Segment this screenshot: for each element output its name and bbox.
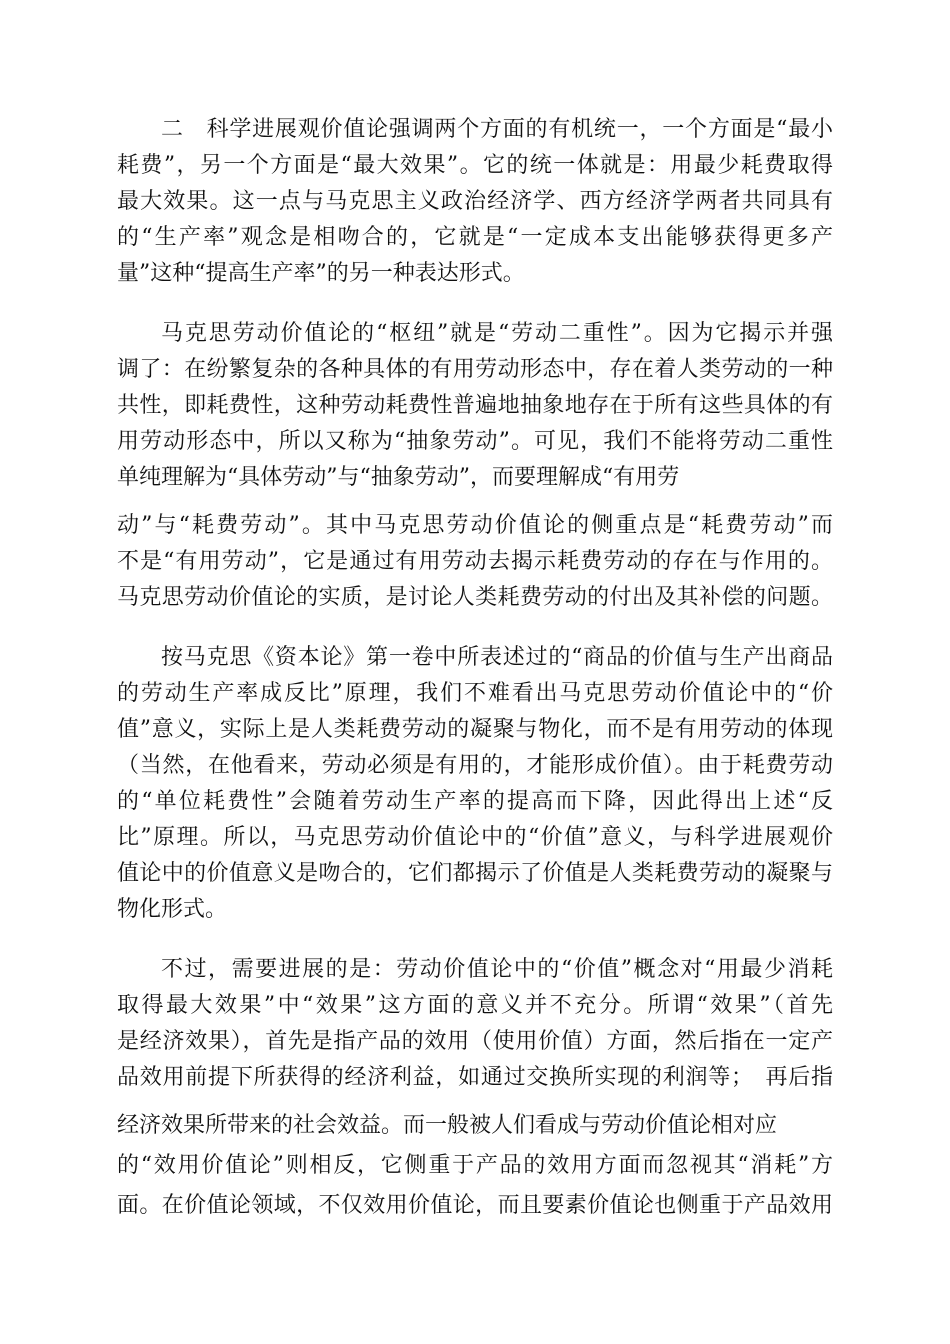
- paragraph-2-line-8: 马克思劳动价值论的实质，是讨论人类耗费劳动的付出及其补偿的问题。: [117, 585, 833, 610]
- paragraph-2-line-1: 马克思劳动价值论的“枢纽”就是“劳动二重性”。因为它揭示并强: [161, 321, 833, 346]
- paragraph-1-line-3: 最大效果。这一点与马克思主义政治经济学、西方经济学两者共同具有: [117, 189, 833, 214]
- paragraph-4-line-6: 的“效用价值论”则相反，它侧重于产品的效用方面而忽视其“消耗”方: [117, 1153, 833, 1178]
- paragraph-3-line-5: 的“单位耗费性”会随着劳动生产率的提高而下降，因此得出上述“反: [117, 789, 833, 814]
- paragraph-2-line-5: 单纯理解为“具体劳动”与“抽象劳动”，而要理解成“有用劳: [117, 465, 680, 490]
- paragraph-2-line-6: 动”与“耗费劳动”。其中马克思劳动价值论的侧重点是“耗费劳动”而: [117, 513, 833, 538]
- paragraph-4-line-4: 品效用前提下所获得的经济利益，如通过交换所实现的利润等； 再后指: [117, 1065, 833, 1090]
- paragraph-3-line-1: 按马克思《资本论》第一卷中所表述过的“商品的价值与生产出商品: [161, 645, 833, 670]
- paragraph-4-line-1: 不过，需要进展的是：劳动价值论中的“价值”概念对“用最少消耗: [161, 957, 833, 982]
- paragraph-3-line-4: （当然，在他看来，劳动必须是有用的，才能形成价值）。由于耗费劳动: [117, 753, 833, 778]
- paragraph-3-line-7: 值论中的价值意义是吻合的，它们都揭示了价值是人类耗费劳动的凝聚与: [117, 861, 833, 886]
- paragraph-4-line-5: 经济效果所带来的社会效益。而一般被人们看成与劳动价值论相对应: [117, 1113, 778, 1138]
- paragraph-1-line-1: 二 科学进展观价值论强调两个方面的有机统一，一个方面是“最小: [161, 117, 833, 142]
- paragraph-4-line-7: 面。在价值论领域，不仅效用价值论，而且要素价值论也侧重于产品效用: [117, 1193, 833, 1218]
- paragraph-1-line-2: 耗费”，另一个方面是“最大效果”。它的统一体就是：用最少耗费取得: [117, 153, 833, 178]
- paragraph-2-line-4: 用劳动形态中，所以又称为“抽象劳动”。可见，我们不能将劳动二重性: [117, 429, 833, 454]
- paragraph-4-line-2: 取得最大效果”中“效果”这方面的意义并不充分。所谓“效果”（首先: [117, 993, 833, 1018]
- paragraph-3-line-6: 比”原理。所以，马克思劳动价值论中的“价值”意义，与科学进展观价: [117, 825, 833, 850]
- paragraph-3-line-8: 物化形式。: [117, 897, 228, 922]
- paragraph-1-line-5: 量”这种“提高生产率”的另一种表达形式。: [117, 261, 525, 286]
- paragraph-3-line-2: 的劳动生产率成反比”原理，我们不难看出马克思劳动价值论中的“价: [117, 681, 833, 706]
- paragraph-2-line-2: 调了：在纷繁复杂的各种具体的有用劳动形态中，存在着人类劳动的一种: [117, 357, 833, 382]
- paragraph-2-line-7: 不是“有用劳动”，它是通过有用劳动去揭示耗费劳动的存在与作用的。: [117, 549, 833, 574]
- paragraph-3-line-3: 值”意义，实际上是人类耗费劳动的凝聚与物化，而不是有用劳动的体现: [117, 717, 833, 742]
- paragraph-4-line-3: 是经济效果），首先是指产品的效用（使用价值）方面，然后指在一定产: [117, 1029, 833, 1054]
- paragraph-1-line-4: 的“生产率”观念是相吻合的，它就是“一定成本支出能够获得更多产: [117, 225, 833, 250]
- paragraph-2-line-3: 共性，即耗费性，这种劳动耗费性普遍地抽象地存在于所有这些具体的有: [117, 393, 833, 418]
